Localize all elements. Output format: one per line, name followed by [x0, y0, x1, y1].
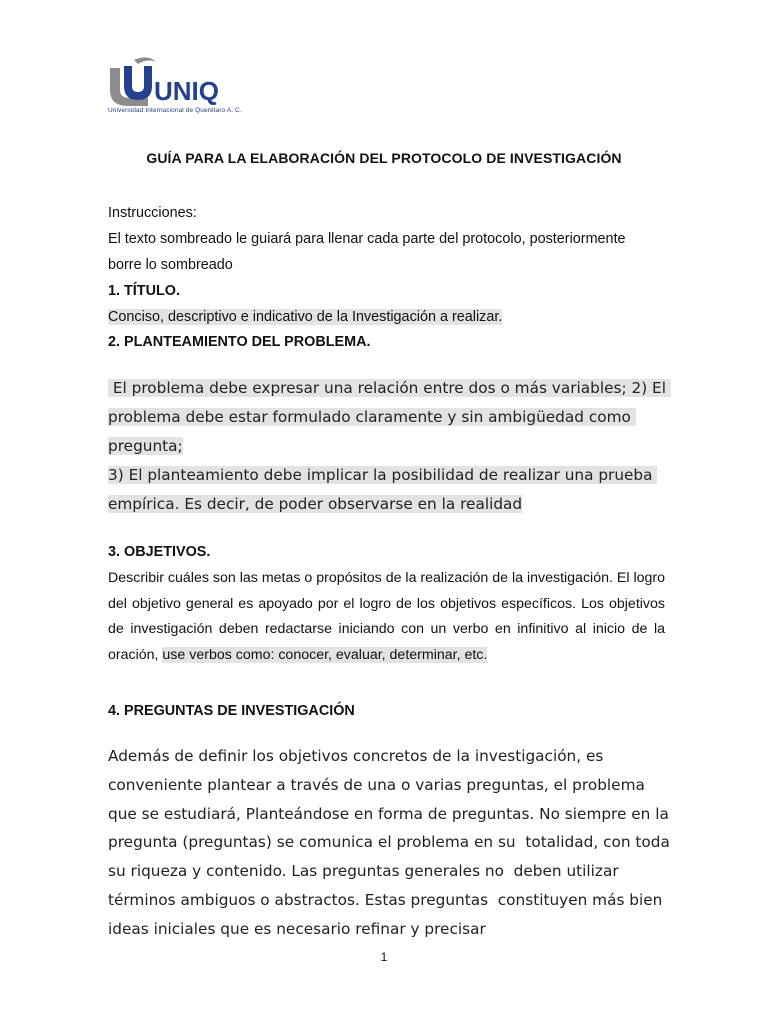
section-4-line: términos ambiguos o abstractos. Estas preguntas constituyen más bien — [108, 890, 663, 909]
uniq-logo — [108, 56, 240, 118]
section-3-text: Describir cuáles son las metas o propósitos de la realización de la investigación. El logro del objetivo general es apoyado por el logro de los objetivos específicos. Los objetivos de investigación deben redactarse iniciando con un verbo en infinitivo al inicio de la oración, — [108, 570, 665, 663]
section-2-line: problema debe estar formulado claramente y sin ambigüedad como — [108, 408, 636, 426]
section-4-line: pregunta (preguntas) se comunica el problema en su totalidad, con toda — [108, 833, 670, 852]
section-3-paragraph — [108, 566, 665, 668]
section-2-body — [108, 374, 698, 519]
page-number: 1 — [380, 950, 388, 964]
section-2-line: 3) El planteamiento debe implicar la posibilidad de realizar una prueba — [108, 466, 658, 484]
section-1-text — [108, 305, 502, 329]
section-4-body — [108, 742, 708, 944]
instructions-line-2: borre lo sombreado — [108, 257, 233, 273]
section-4-line: Además de definir los objetivos concretos de la investigación, es — [108, 747, 604, 765]
section-4-line: que se estudiará, Planteándose en forma de preguntas. No siempre en la — [108, 804, 669, 823]
section-4-heading: 4. PREGUNTAS DE INVESTIGACIÓN — [108, 703, 355, 719]
document-title: GUÍA PARA LA ELABORACIÓN DEL PROTOCOLO DE INVESTIGACIÓN — [146, 150, 622, 166]
section-3-shaded-text: use verbos como: conocer, evaluar, determinar, etc. — [162, 646, 488, 663]
section-1-heading: 1. TÍTULO. — [108, 283, 180, 299]
section-4-line: conveniente plantear a través de una o varias preguntas, el problema — [108, 775, 645, 794]
instructions-block — [108, 200, 668, 278]
section-2-line: El problema debe expresar una relación entre dos o más variables; 2) El — [108, 379, 671, 397]
section-3-heading: 3. OBJETIVOS. — [108, 544, 211, 560]
section-2-line: pregunta; — [108, 437, 183, 455]
logo-wordmark: UNIQ — [154, 76, 219, 106]
section-2-line: empírica. Es decir, de poder observarse en la realidad — [108, 495, 523, 513]
uniq-logo-mark — [108, 56, 240, 106]
section-1-shaded-text: Conciso, descriptivo e indicativo de la Investigación a realizar. — [108, 309, 503, 325]
instructions-label: Instrucciones: — [108, 205, 197, 221]
logo-caption: Universidad Internacional de Querétaro A. C. — [108, 107, 242, 114]
section-4-line: ideas iniciales que es necesario refinar y precisar — [108, 919, 486, 938]
instructions-line-1: El texto sombreado le guiará para llenar cada parte del protocolo, posteriormente — [108, 231, 626, 247]
section-2-heading: 2. PLANTEAMIENTO DEL PROBLEMA. — [108, 334, 371, 350]
section-4-line: su riqueza y contenido. Las preguntas generales no deben utilizar — [108, 862, 619, 881]
